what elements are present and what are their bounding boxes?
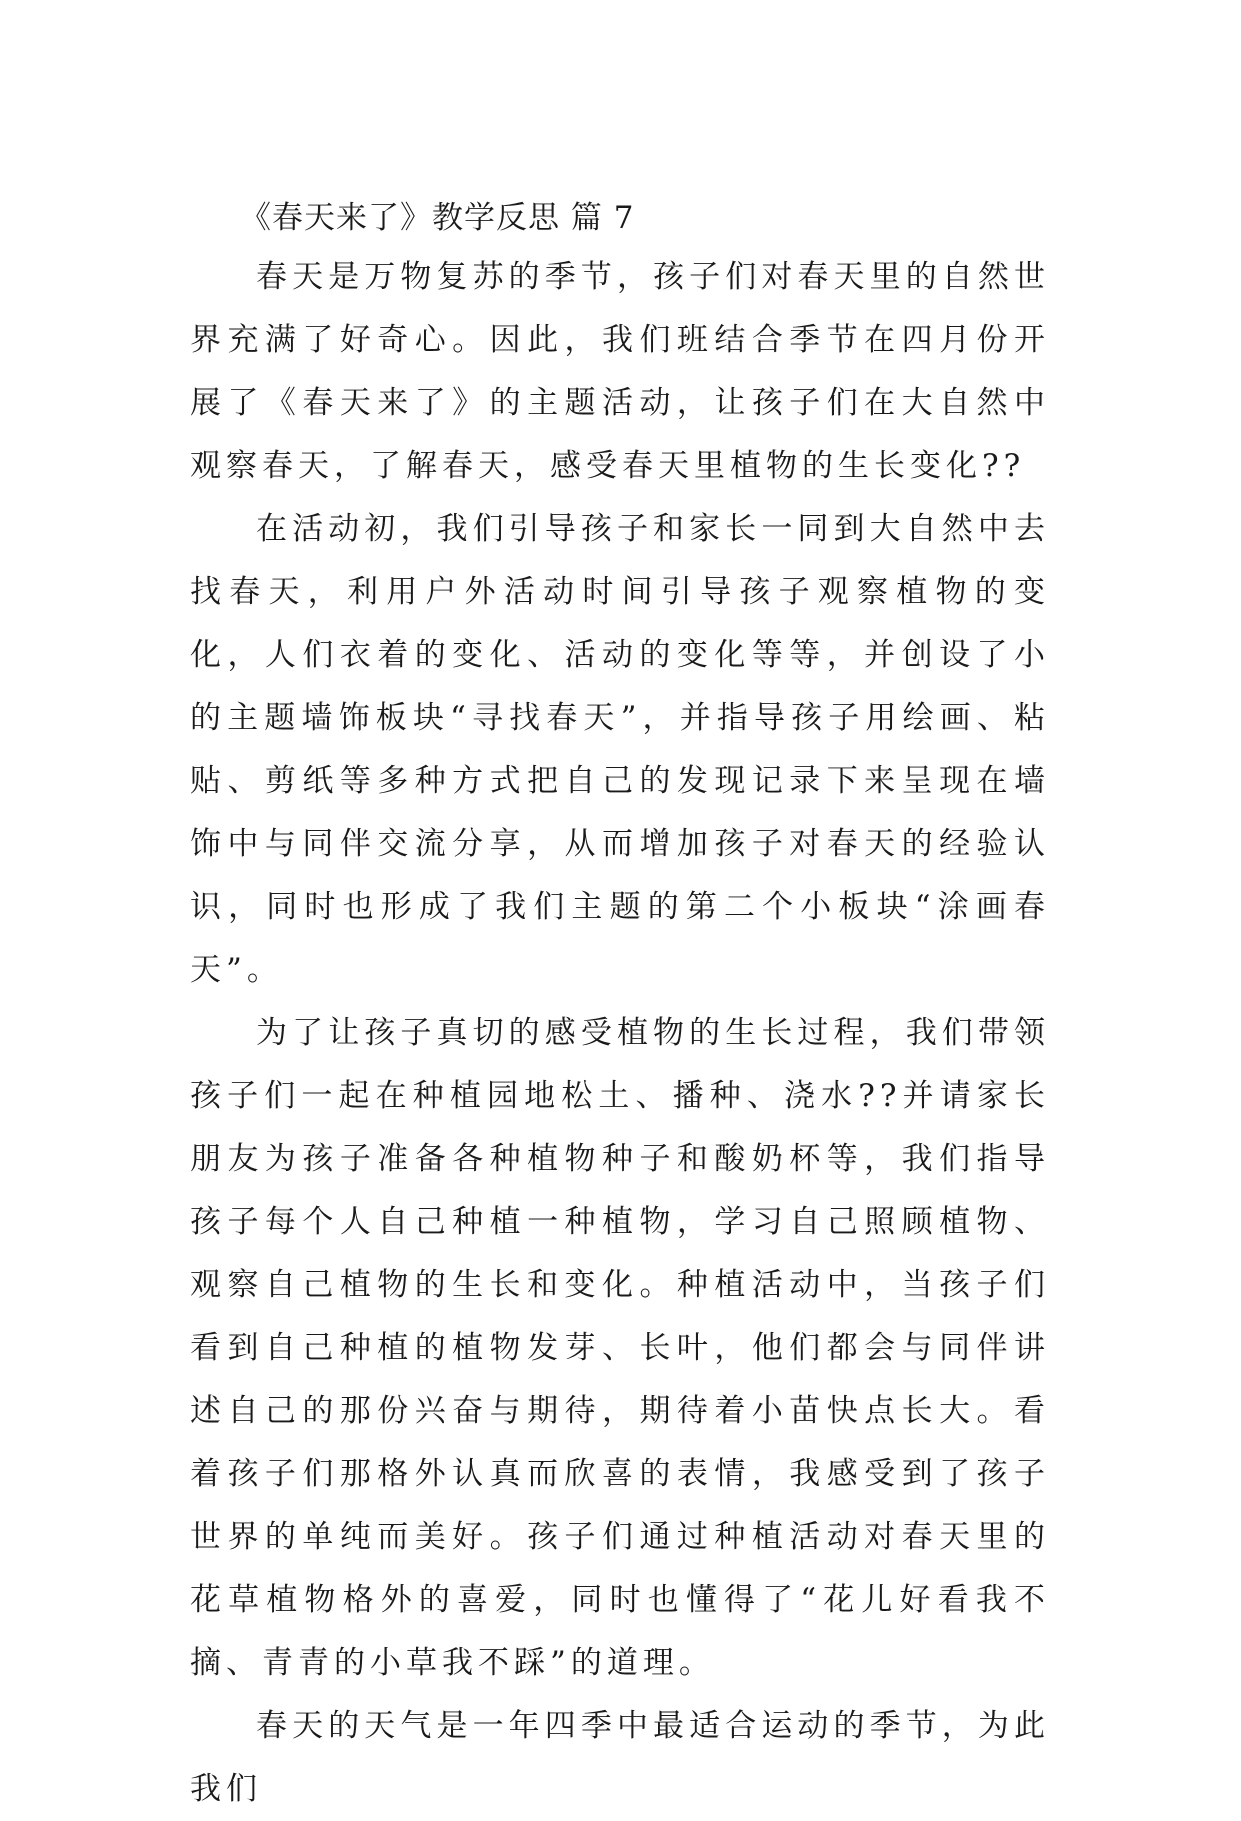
paragraph-4: 春天的天气是一年四季中最适合运动的季节，为此我们 <box>190 1708 1050 1807</box>
paragraph-2: 在活动初，我们引导孩子和家长一同到大自然中去找春天，利用户外活动时间引导孩子观察植物的变化，人们衣着的变化、活动的变化等等，并创设了小的主题墙饰板块“寻找春天”，并指导孩子用绘画、粘贴、剪纸等多种方式把自己的发现记录下来呈现在墙饰中与同伴交流分享，从而增加孩子对春天的经验认识，同时也形成了我们主题的第二个小板块“涂画春天”。 <box>190 511 1050 988</box>
document-body <box>190 190 1050 1821</box>
document-title: 《春天来了》教学反思 篇 7 <box>240 200 635 236</box>
paragraph-3: 为了让孩子真切的感受植物的生长过程，我们带领孩子们一起在种植园地松土、播种、浇水??并请家长朋友为孩子准备各种植物种子和酸奶杯等，我们指导孩子每个人自己种植一种植物，学习自己照顾植物、观察自己植物的生长和变化。种植活动中，当孩子们看到自己种植的植物发芽、长叶，他们都会与同伴讲述自己的那份兴奋与期待，期待着小苗快点长大。看着孩子们那格外认真而欣喜的表情，我感受到了孩子世界的单纯而美好。孩子们通过种植活动对春天里的花草植物格外的喜爱，同时也懂得了“花儿好看我不摘、青青的小草我不踩”的道理。 <box>190 1015 1050 1681</box>
paragraph-1: 春天是万物复苏的季节，孩子们对春天里的自然世界充满了好奇心。因此，我们班结合季节在四月份开展了《春天来了》的主题活动，让孩子们在大自然中观察春天，了解春天，感受春天里植物的生长变化?? <box>190 259 1050 484</box>
